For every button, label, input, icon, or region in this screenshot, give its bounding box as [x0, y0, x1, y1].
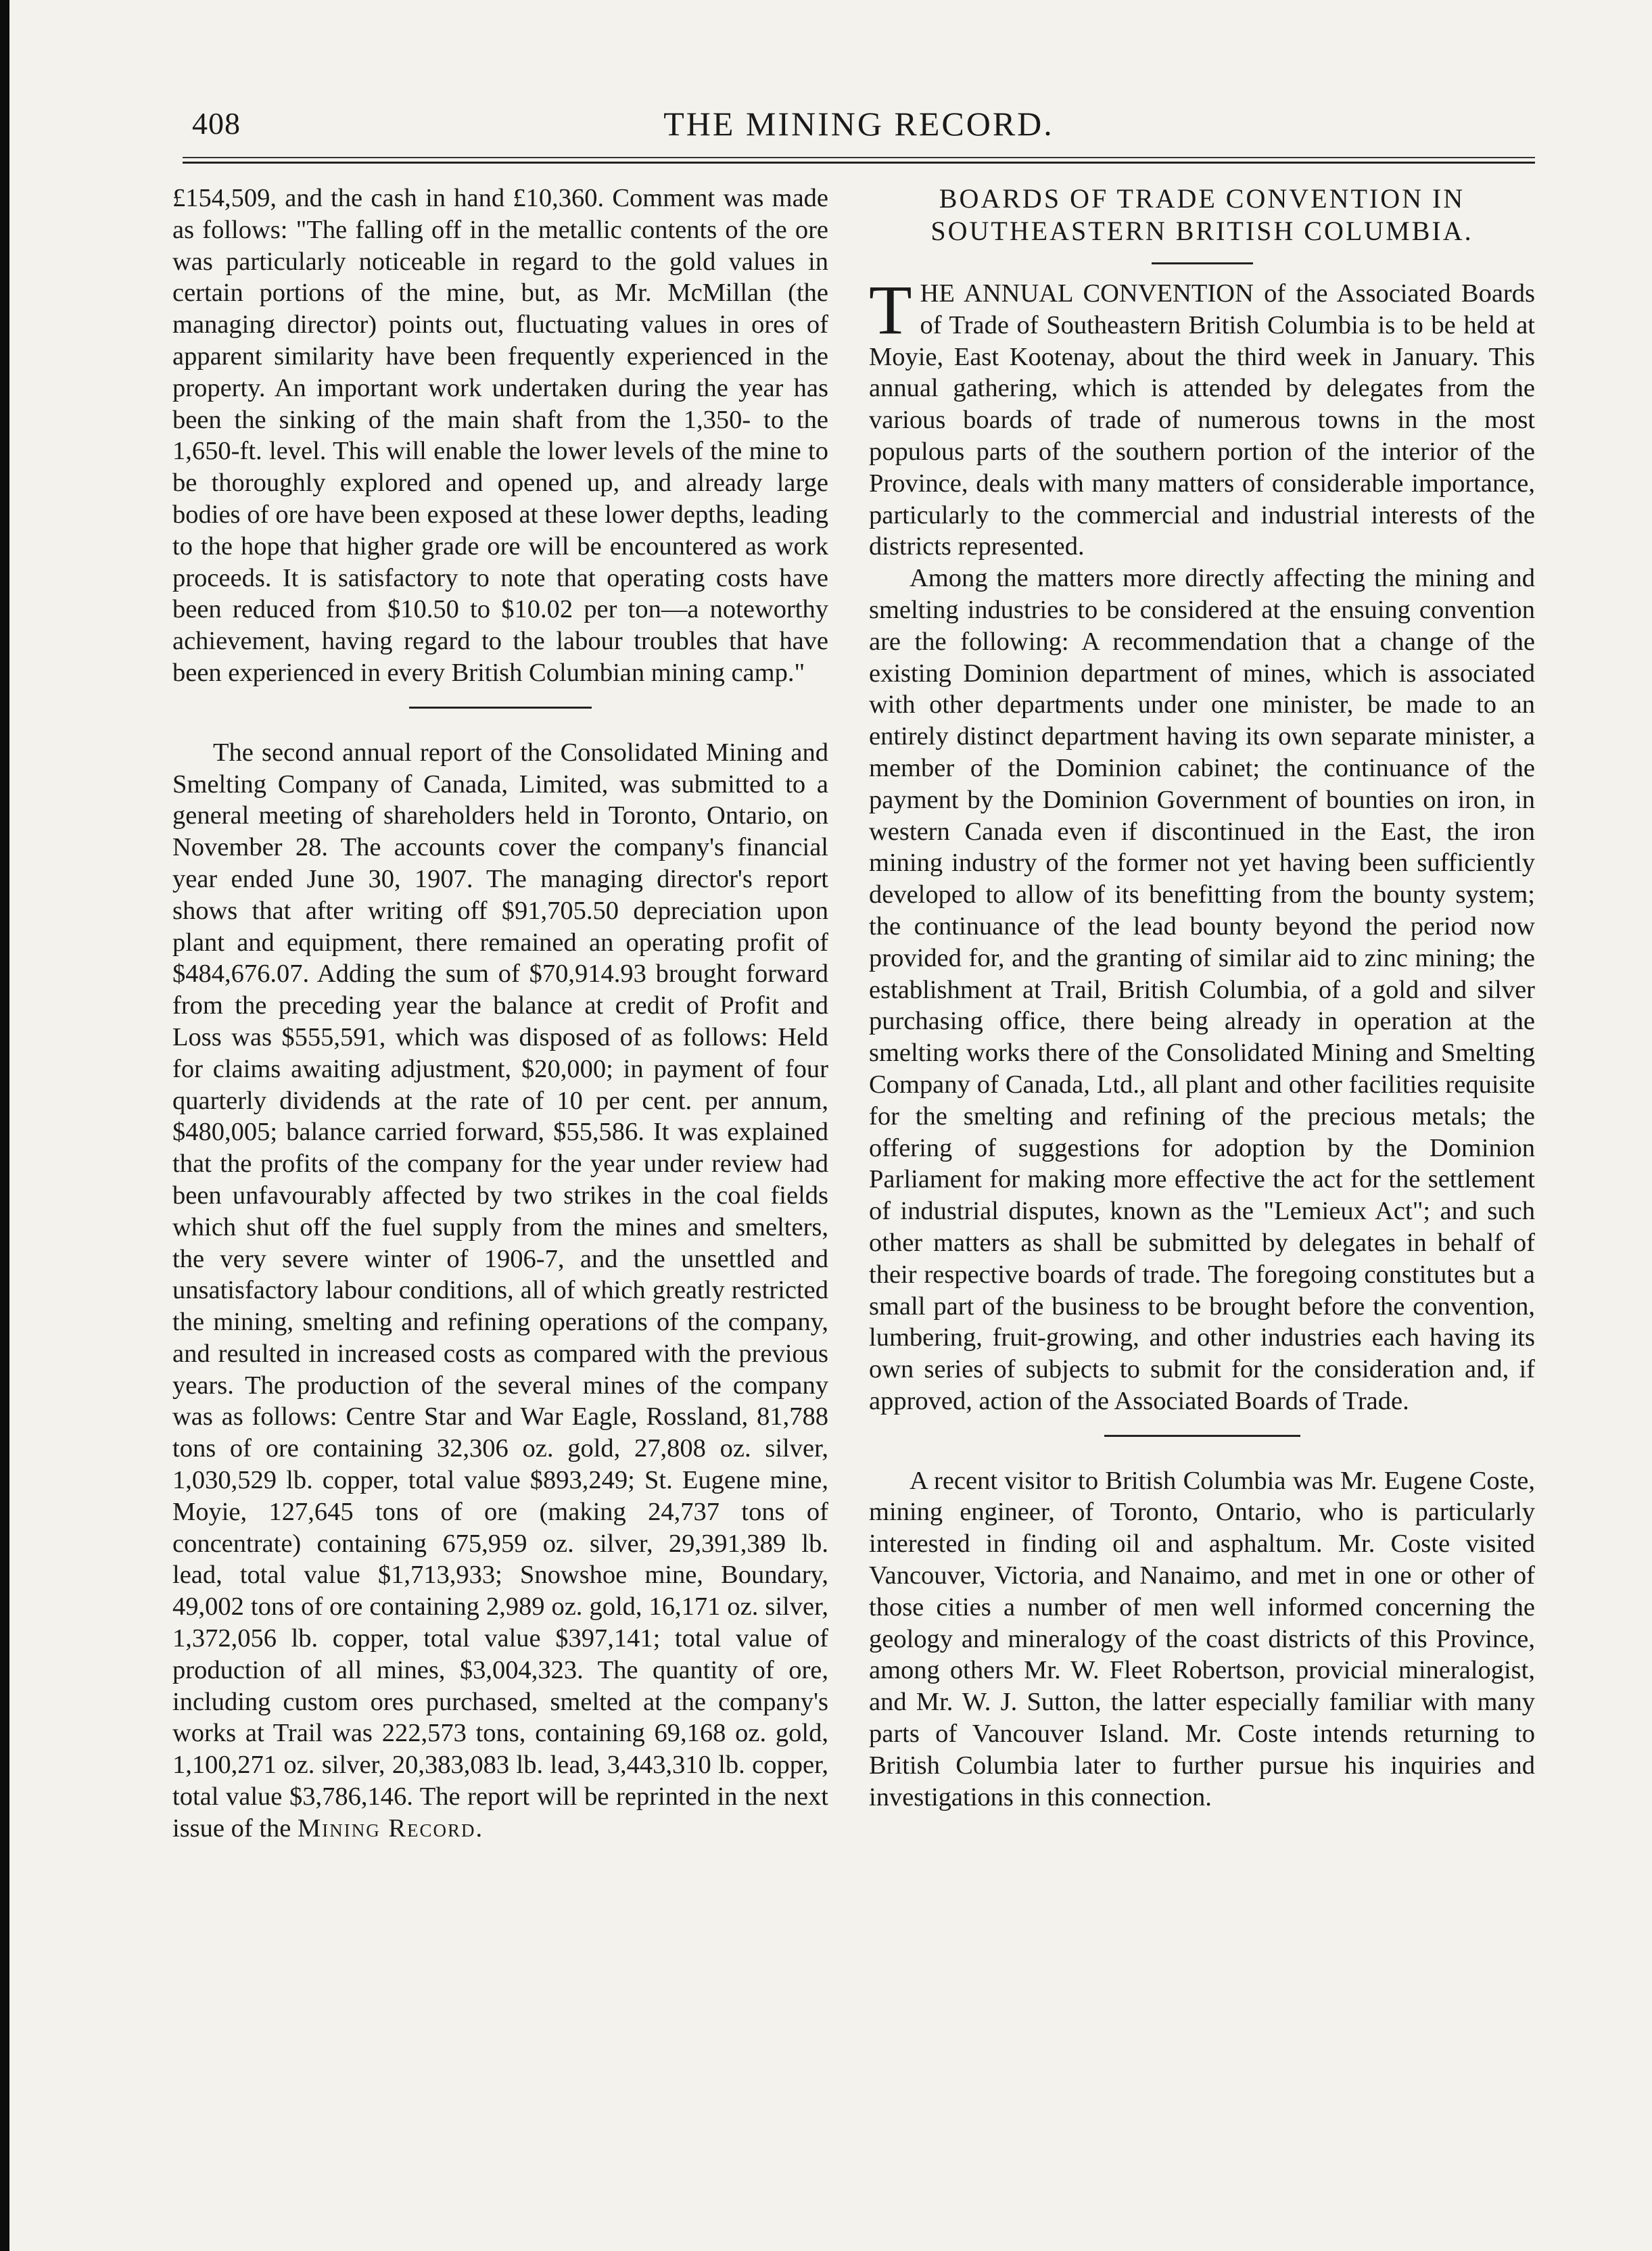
article-heading-line-1: BOARDS OF TRADE CONVENTION IN	[939, 183, 1465, 214]
coste-visit-paragraph: A recent visitor to British Columbia was Mr. Eugene Coste, mining engineer, of Toronto, Ontario, who is particularly interested in finding oil and asphaltum. Mr. Coste visited Vancouver, Victoria, and Nanaimo, and met in one or other of those cities a number of men well informed concerning the geology and mineralogy of the coast districts of this Province, among others Mr. W. Fleet Robertson, provicial mineralogist, and Mr. W. J. Sutton, the latter especially familiar with many parts of Vancouver Island. Mr. Coste intends returning to British Columbia later to further pursue his inquiries and investigations in this connection.	[869, 1466, 1535, 1811]
section-divider	[409, 707, 592, 709]
left-column	[172, 183, 828, 1845]
section-divider	[1104, 1435, 1300, 1437]
header-rule	[183, 157, 1535, 164]
drop-cap: T	[869, 271, 912, 349]
article-heading-line-2: SOUTHEASTERN BRITISH COLUMBIA.	[930, 216, 1473, 246]
convention-lead-paragraph	[869, 271, 1535, 563]
publication-name: Mining Record.	[297, 1814, 484, 1843]
article-heading	[869, 183, 1535, 247]
page-number: 408	[192, 106, 241, 141]
consolidated-mining-report-paragraph	[172, 737, 828, 1845]
convention-matters-paragraph: Among the matters more directly affecting the mining and smelting industries to be considered at the ensuing convention are the following: A recommendation that a change of the existing Dominion department of mines, which is associated with other departments under one minister, be made to an entirely distinct department having its own separate minister, a member of the Dominion cabinet; the continuance of the payment by the Dominion Government of bounties on iron, in western Canada even if discontinued in the East, the iron mining industry of the former not yet having been sufficiently developed to allow of its benefitting from the bounty system; the continuance of the lead bounty beyond the period now provided for, and the granting of similar aid to zinc mining; the establishment at Trail, British Columbia, of a gold and silver purchasing office, there being already in operation at the smelting works there of the Consolidated Mining and Smelting Company of Canada, Ltd., all plant and other facilities requisite for the smelting and refining of the precious metals; the offering of suggestions for adoption by the Dominion Parliament for making more effective the act for the settlement of industrial disputes, known as the "Lemieux Act"; and such other matters as shall be submitted by delegates in behalf of their respective boards of trade. The foregoing constitutes but a small part of the business to be brought before the convention, lumbering, fruit-growing, and other industries each having its own series of subjects to submit for the consideration and, if approved, action of the Associated Boards of Trade.	[869, 564, 1535, 1415]
right-column	[869, 183, 1535, 1813]
running-title: THE MINING RECORD.	[663, 105, 1054, 143]
article-continuation-paragraph: £154,509, and the cash in hand £10,360. Comment was made as follows: "The falling off in the metallic contents of the ore was particularly noticeable in regard to the gold values in certain portions of the mine, but, as Mr. McMillan (the managing director) points out, fluctuating values in ores of apparent similarity have been frequently experienced in the property. An important work undertaken during the year has been the sinking of the main shaft from the 1,350- to the 1,650-ft. level. This will enable the lower levels of the mine to be thoroughly explored and opened up, and already large bodies of ore have been exposed at these lower depths, leading to the hope that higher grade ore will be encountered as work proceeds. It is satisfactory to note that operating costs have been reduced from $10.50 to $10.02 per ton—a noteworthy achievement, having regard to the labour troubles that have been experienced in every British Columbian mining camp."	[172, 184, 828, 687]
page-edge-shadow	[0, 0, 9, 2251]
lead-caps: HE ANNUAL CONVENTION	[920, 279, 1254, 308]
report-paragraph-text: The second annual report of the Consolidated Mining and Smelting Company of Canada, Limited, was submitted to a general meeting of shareholders held in Toronto, Ontario, on November 28. The accounts cover the company's financial year ended June 30, 1907. The managing director's report shows that after writing off $91,705.50 depreciation upon plant and equipment, there remained an operating profit of $484,676.07. Adding the sum of $70,914.93 brought forward from the preceding year the balance at credit of Profit and Loss was $555,591, which was disposed of as follows: Held for claims awaiting adjustment, $20,000; in payment of four quarterly dividends at the rate of 10 per cent. per annum, $480,005; balance carried forward, $55,586. It was explained that the profits of the company for the year under review had been unfavourably affected by two strikes in the coal fields which shut off the fuel supply from the mines and smelters, the very severe winter of 1906-7, and the unsettled and unsatisfactory labour conditions, all of which greatly restricted the mining, smelting and refining operations of the company, and resulted in increased costs as compared with the previous years. The production of the several mines of the company was as follows: Centre Star and War Eagle, Rossland, 81,788 tons of ore containing 32,306 oz. gold, 27,808 oz. silver, 1,030,529 lb. copper, total value $893,249; St. Eugene mine, Moyie, 127,645 tons of ore (making 24,737 tons of concentrate) containing 675,959 oz. silver, 29,391,389 lb. lead, total value $1,713,933; Snowshoe mine, Boundary, 49,002 tons of ore containing 2,989 oz. gold, 16,171 oz. silver, 1,372,056 lb. copper, total value $397,141; total value of production of all mines, $3,004,323. The quantity of ore, including custom ores purchased, smelted at the company's works at Trail was 222,573 tons, containing 69,168 oz. gold, 1,100,271 oz. silver, 20,383,083 lb. lead, 3,443,310 lb. copper, total value $3,786,146. The report will be reprinted in the next issue of the	[172, 738, 828, 1843]
page-header	[183, 101, 1535, 149]
heading-rule	[1152, 262, 1253, 264]
lead-text: of the Associated Boards of Trade of Southeastern British Columbia is to be held at Moyie, East Kootenay, about the third week in January. This annual gathering, which is attended by delegates from the various boards of trade of numerous towns in the most populous parts of the southern portion of the interior of the Province, deals with many matters of considerable importance, particularly to the commercial and industrial interests of the districts represented.	[869, 279, 1535, 561]
